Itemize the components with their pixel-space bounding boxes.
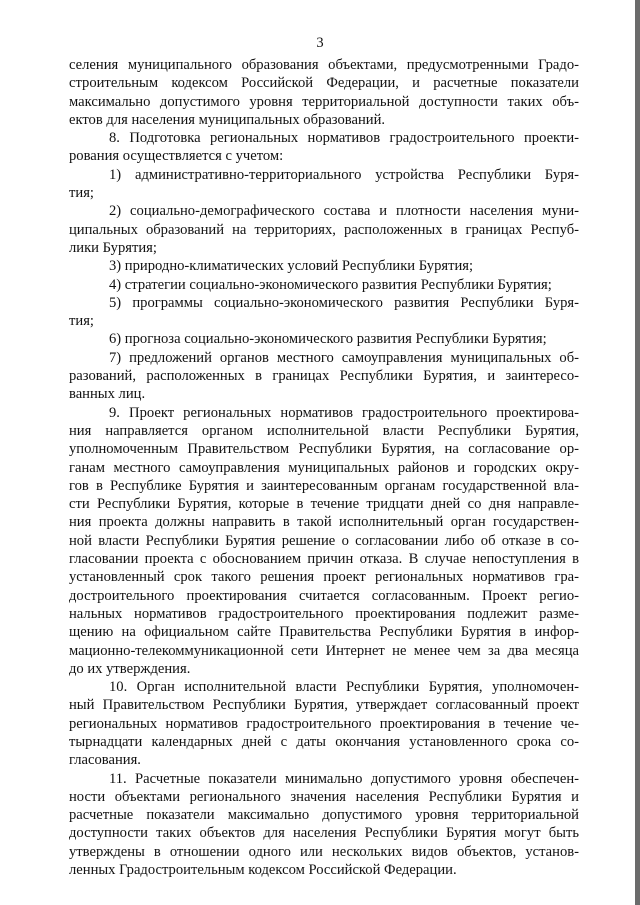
text-line: достроительного проектирования считается согласованным. Проект регио-: [69, 587, 579, 604]
text-line: 11. Расчетные показатели минимально допустимого уровня обеспечен-: [109, 770, 579, 787]
text-line: 5) программы социально-экономического развития Республики Буря-: [109, 294, 579, 311]
text-line: ния направляется органом исполнительной власти Республики Бурятия,: [69, 422, 579, 439]
text-line: ния проекта должны направить в такой исполнительный орган государствен-: [69, 514, 579, 531]
text-line: нальных нормативов градостроительного проектирования подлежит разме-: [69, 605, 579, 622]
document-body: [69, 56, 579, 879]
text-line: 9. Проект региональных нормативов градостроительного проектирова-: [109, 404, 579, 421]
text-line: мационно-телекоммуникационной сети Интернет не менее чем за два месяца: [69, 642, 579, 659]
text-line: ципальных образований на территориях, расположенных в границах Респуб-: [69, 221, 579, 238]
text-line: 8. Подготовка региональных нормативов градостроительного проекти-: [109, 130, 579, 147]
text-line: 4) стратегии социально-экономического развития Республики Бурятия;: [109, 276, 552, 293]
text-line: ектов для населения муниципальных образований.: [69, 111, 386, 128]
text-line: утверждены в отношении одного или нескольких видов объектов, установ-: [69, 843, 579, 860]
text-line: до их утверждения.: [69, 660, 191, 677]
text-line: 3) природно-климатических условий Республики Бурятия;: [109, 258, 474, 275]
text-line: установленный срок такого решения проект региональных нормативов гра-: [69, 569, 579, 586]
text-line: ленных Градостроительным кодексом Российской Федерации.: [69, 862, 457, 879]
text-line: уполномоченным Правительством Республики Бурятия, на согласование ор-: [69, 441, 579, 458]
text-line: строительным кодексом Российской Федерации, и расчетные показатели: [69, 75, 579, 92]
text-line: 1) административно-территориального устройства Республики Буря-: [109, 166, 579, 183]
text-line: 7) предложений органов местного самоуправления муниципальных об-: [109, 349, 579, 366]
text-line: разований, расположенных в границах Республики Бурятия, и заинтересо-: [69, 368, 579, 385]
text-line: щению на официальном сайте Правительства Республики Бурятия в инфор-: [69, 624, 579, 641]
text-line: ванных лиц.: [69, 386, 146, 403]
text-line: 2) социально-демографического состава и плотности населения муни-: [109, 203, 579, 220]
text-line: тырнадцати календарных дней с даты окончания установленного срока со-: [69, 733, 579, 750]
text-line: региональных нормативов градостроительного проектирования в течение че-: [69, 715, 579, 732]
text-line: рования осуществляется с учетом:: [69, 148, 284, 165]
text-line: тия;: [69, 313, 94, 330]
text-line: 6) прогноза социально-экономического развития Республики Бурятия;: [109, 331, 547, 348]
text-line: сти Республики Бурятия, которые в течение тридцати дней со дня направле-: [69, 496, 579, 513]
text-line: доступности таких объектов для населения Республики Бурятия могут быть: [69, 825, 579, 842]
text-line: ганам местного самоуправления муниципальных районов и городских окру-: [69, 459, 579, 476]
text-line: ной власти Республики Бурятия решение о согласовании либо об отказе в со-: [69, 532, 579, 549]
text-line: ности объектами регионального значения населения Республики Бурятия и: [69, 788, 579, 805]
text-line: гласовании проекта с обоснованием причин отказа. В случае непоступления в: [69, 551, 579, 568]
text-line: максимально допустимого уровня территориальной доступности таких объ-: [69, 93, 579, 110]
page-number: 3: [316, 35, 324, 51]
text-line: расчетные показатели максимально допустимого уровня территориальной: [69, 807, 579, 824]
scan-edge: [635, 0, 640, 905]
text-line: лики Бурятия;: [69, 239, 157, 256]
text-line: гласования.: [69, 752, 141, 769]
text-line: 10. Орган исполнительной власти Республики Бурятия, уполномочен-: [109, 679, 579, 696]
text-line: селения муниципального образования объектами, предусмотренными Градо-: [69, 57, 579, 73]
text-line: тия;: [69, 185, 94, 202]
text-line: ный Правительством Республики Бурятия, утверждает согласованный проект: [69, 697, 579, 714]
text-line: гов в Республике Бурятия и заинтересованным органам государственной вла-: [69, 477, 579, 494]
